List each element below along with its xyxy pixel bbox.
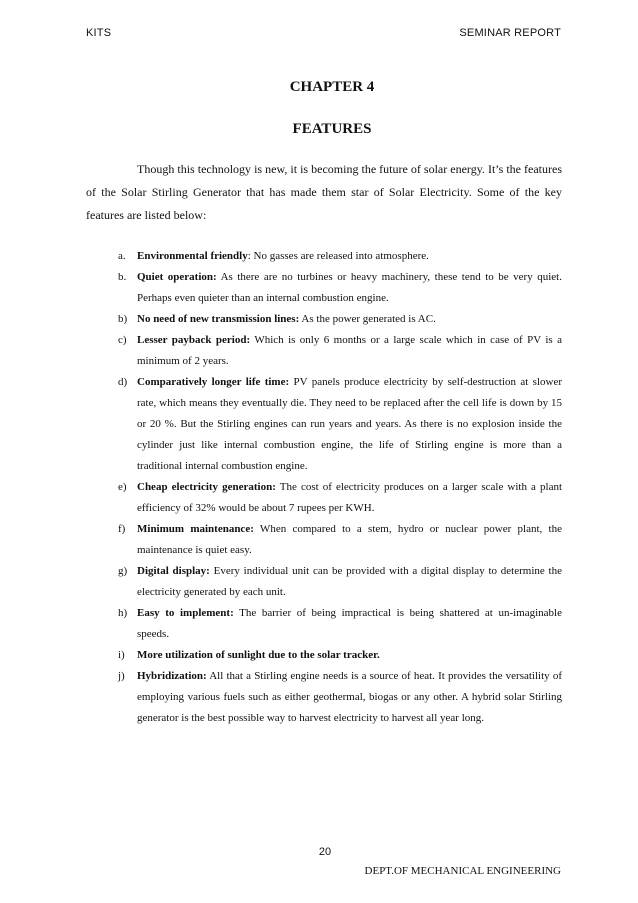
feature-text [137, 330, 562, 372]
feature-body: As there are no turbines or heavy machinery, these tend to be very quiet. Perhaps even quieter than an internal combustion engine. [137, 271, 562, 304]
feature-body: All that a Stirling engine needs is a source of heat. It provides the versatility of employing various fuels such as either geothermal, biogas or any other. A hybrid solar Stirling generator is the best possible way to harvest electricity to harvest all year long. [137, 670, 562, 724]
feature-marker: j) [118, 670, 125, 682]
feature-body: Every individual unit can be provided with a digital display to determine the electricity generated by each unit. [137, 565, 562, 598]
feature-body: As the power generated is AC. [299, 313, 436, 325]
feature-body: The cost of electricity produces on a larger scale with a plant efficiency of 32% would be about 7 rupees per KWH. [137, 481, 563, 514]
feature-lead: Quiet operation: [137, 271, 217, 283]
feature-body: The barrier of being impractical is being shattered at un-imaginable speeds. [137, 607, 562, 640]
feature-lead: More utilization of sunlight due to the solar tracker. [137, 649, 380, 661]
feature-text [137, 519, 562, 561]
feature-text [137, 246, 562, 267]
page-number: 20 [318, 846, 332, 858]
feature-marker: i) [118, 649, 125, 661]
feature-item [86, 372, 562, 477]
feature-body: Which is only 6 months or a large scale which in case of PV is a minimum of 2 years. [137, 334, 562, 367]
feature-item [86, 561, 562, 603]
feature-lead: Environmental friendly [137, 250, 248, 262]
feature-lead: Digital display: [137, 565, 210, 577]
feature-text [137, 477, 562, 519]
feature-lead: Hybridization: [137, 670, 207, 682]
feature-lead: Easy to implement: [137, 607, 234, 619]
feature-item [86, 519, 562, 561]
feature-marker: e) [118, 481, 127, 493]
feature-item [86, 603, 562, 645]
section-heading: FEATURES [292, 121, 372, 137]
feature-list [86, 246, 562, 729]
feature-separator: : [247, 250, 251, 262]
feature-text [137, 309, 562, 330]
feature-item [86, 267, 562, 309]
feature-body: PV panels produce electricity by self-destruction at slower rate, which means they eventually die. They need to be replaced after the cell life is down by 15 or 20 %. But the Stirling engines can run years and years. As there is no explosion inside the cylinder just like internal combustion engine, the life of Stirling engine is more than a traditional internal combustion engine. [137, 376, 562, 472]
footer-department: DEPT.OF MECHANICAL ENGINEERING [364, 865, 561, 877]
header-right: SEMINAR REPORT [459, 27, 561, 39]
feature-lead: Minimum maintenance: [137, 523, 254, 535]
feature-marker: h) [118, 607, 128, 619]
feature-body: No gasses are released into atmosphere. [250, 250, 429, 262]
feature-marker: d) [118, 376, 128, 388]
feature-text [137, 666, 562, 729]
feature-text [137, 645, 562, 666]
feature-body: When compared to a stem, hydro or nuclear power plant, the maintenance is quiet easy. [137, 523, 563, 556]
feature-item [86, 309, 562, 330]
feature-item [86, 645, 562, 666]
feature-text [137, 603, 562, 645]
chapter-heading: CHAPTER 4 [289, 79, 375, 95]
feature-lead: No need of new transmission lines: [137, 313, 300, 325]
feature-text [137, 561, 562, 603]
feature-marker: b) [118, 313, 128, 325]
feature-marker: a. [118, 250, 126, 262]
feature-lead: Comparatively longer life time: [137, 376, 290, 388]
header-left: KITS [86, 27, 112, 39]
feature-text [137, 372, 562, 477]
feature-lead: Cheap electricity generation: [137, 481, 276, 493]
feature-marker: g) [118, 565, 128, 577]
intro-paragraph: Though this technology is new, it is becoming the future of solar energy. It’s the features of the Solar Stirling Generator that has made them star of Solar Electricity. Some of the key features are listed below: [86, 162, 562, 222]
feature-marker: f) [118, 523, 126, 535]
feature-item [86, 330, 562, 372]
feature-item [86, 246, 562, 267]
feature-marker: c) [118, 334, 127, 346]
feature-text [137, 267, 562, 309]
feature-lead: Lesser payback period: [137, 334, 251, 346]
feature-item [86, 477, 562, 519]
feature-item [86, 666, 562, 729]
feature-marker: b. [118, 271, 127, 283]
